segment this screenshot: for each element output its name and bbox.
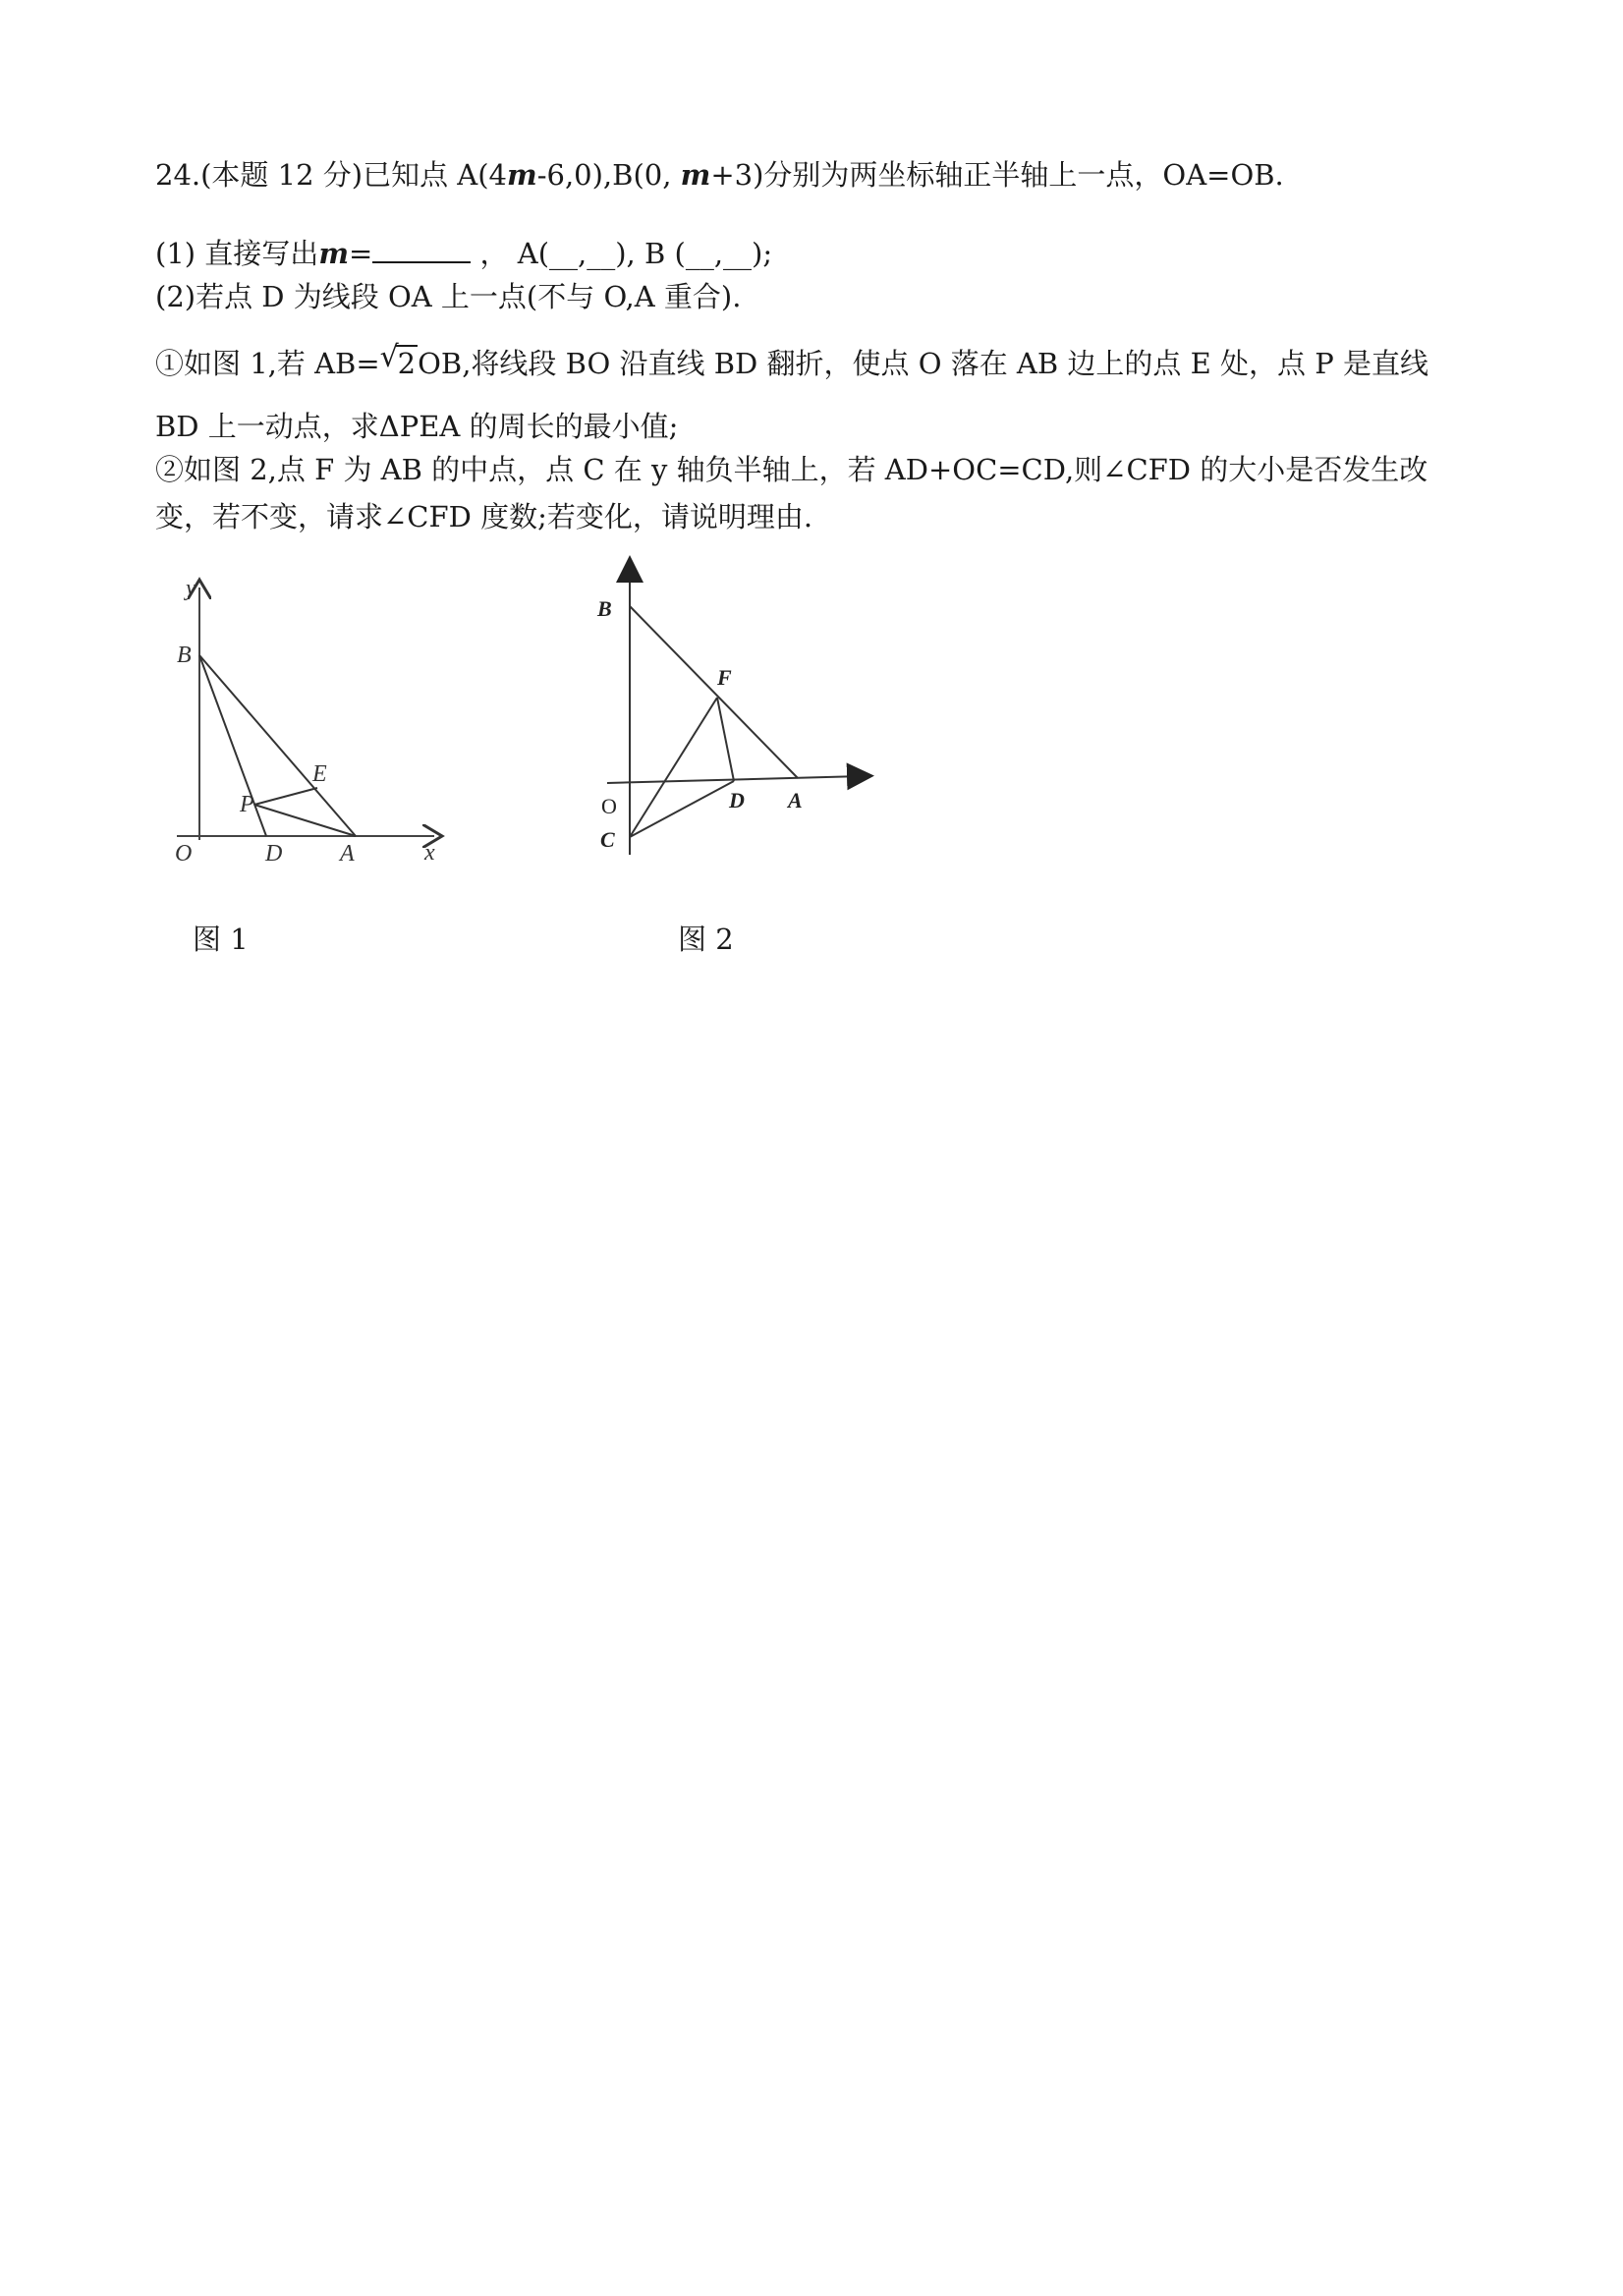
label-A: A xyxy=(788,788,803,812)
figure-2-caption: 图 2 xyxy=(678,923,734,956)
label-B: B xyxy=(177,643,192,668)
segment-BA xyxy=(199,655,356,836)
problem-line-5: BD 上一动点，求ΔPEA 的周长的最小值; xyxy=(155,410,679,443)
problem-line-3: (2)若点 D 为线段 OA 上一点(不与 O,A 重合). xyxy=(155,280,742,313)
line2-after: ， A(__,__), B (__,__); xyxy=(479,237,773,270)
segment-PA xyxy=(254,805,356,836)
segment-BA xyxy=(630,606,798,778)
problem-line-7: 变，若不变，请求∠CFD 度数;若变化，请说明理由. xyxy=(155,500,813,533)
segment-BD xyxy=(199,655,266,836)
line2-eq: = xyxy=(349,237,373,270)
segment-CD xyxy=(630,781,734,837)
figure-1-caption: 图 1 xyxy=(193,923,249,956)
var-m: m xyxy=(318,237,349,270)
label-A: A xyxy=(340,841,355,867)
answer-blank[interactable] xyxy=(372,238,471,263)
label-F: F xyxy=(717,665,732,690)
line2-prefix: (1) 直接写出 xyxy=(155,237,319,270)
figure-1 xyxy=(167,560,452,874)
label-D: D xyxy=(265,841,283,867)
line1-suffix: +3)分别为两坐标轴正半轴上一点，OA=OB. xyxy=(710,158,1284,192)
label-O: O xyxy=(175,841,193,867)
sqrt-value: 2 xyxy=(397,347,417,380)
problem-line-6: ②如图 2,点 F 为 AB 的中点，点 C 在 y 轴负半轴上，若 AD+OC=CD,则∠CFD 的大小是否发生改 xyxy=(155,453,1428,486)
label-D: D xyxy=(729,788,745,812)
label-P: P xyxy=(240,792,254,817)
line4-prefix: ①如图 1,若 AB= xyxy=(155,347,380,380)
label-y: y xyxy=(186,576,196,601)
label-C: C xyxy=(600,827,615,852)
var-m: m xyxy=(680,158,711,192)
label-x: x xyxy=(424,840,435,866)
problem-line-1 xyxy=(155,157,1284,193)
label-O: O xyxy=(601,794,617,818)
x-axis xyxy=(607,776,863,783)
line1-mid: -6,0),B(0, xyxy=(536,158,672,192)
figure-2 xyxy=(589,545,884,860)
segment-CF xyxy=(630,698,717,837)
var-m: m xyxy=(507,158,537,192)
problem-line-4 xyxy=(155,340,1428,381)
line4-suffix: OB,将线段 BO 沿直线 BD 翻折，使点 O 落在 AB 边上的点 E 处，点 P 是直线 xyxy=(418,347,1428,380)
problem-line-2 xyxy=(155,236,772,271)
sqrt-symbol: √ 2 xyxy=(379,340,417,380)
segment-PE xyxy=(254,788,317,805)
line1-prefix: 24.(本题 12 分)已知点 A(4 xyxy=(155,158,508,192)
label-B: B xyxy=(597,596,612,621)
label-E: E xyxy=(312,761,327,787)
